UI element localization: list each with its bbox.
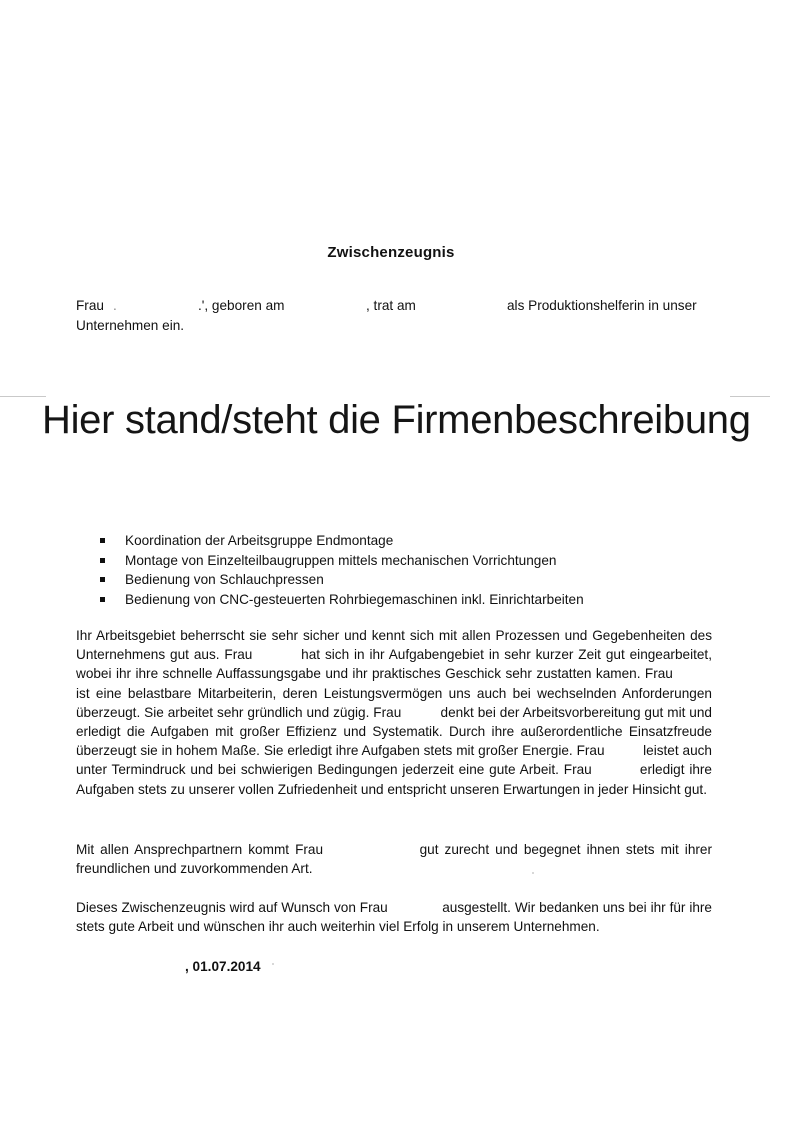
performance-paragraph: Ihr Arbeitsgebiet beherrscht sie sehr sicher und kennt sich mit allen Prozessen und Gegebenheiten des Unternehmens gut aus. Frau hat sich in ihr Aufgabengebiet in sehr kurzer Zeit gut eingearbeitet, wobei ihr ihre schnelle Auffassungsgabe und ihr praktisches Geschick sehr zustatten kamen. Frau ist eine belastbare Mitarbeiterin, deren Leistungsvermögen uns auch bei wechselnden Anforderungen überzeugt. Sie arbeitet sehr gründlich und zügig. Frau denkt bei der Arbeitsvorbereitung gut mit und erledigt die Aufgaben mit großer Effizienz und Systematik. Durch ihre außerordentliche Einsatzfreude überzeugt sie in hohem Maße. Sie erledigt ihre Aufgaben stets mit großer Energie. Frau leistet auch unter Termindruck und bei schwierigen Bedingungen jederzeit eine gute Arbeit. Frau erledigt ihre Aufgaben stets zu unserer vollen Zufriedenheit und entspricht unseren Erwartungen in jeder Hinsicht gut. xyxy=(76,628,712,797)
scan-speck xyxy=(532,872,534,874)
document-title: Zwischenzeugnis xyxy=(327,244,455,261)
intro-joined: , trat am xyxy=(366,298,416,313)
task-item: Bedienung von Schlauchpressen xyxy=(100,570,584,590)
scan-speck xyxy=(272,963,274,965)
company-description-placeholder: Hier stand/steht die Firmenbeschreibung xyxy=(42,398,751,442)
closing-paragraph: Dieses Zwischenzeugnis wird auf Wunsch von Frau ausgestellt. Wir bedanken uns bei ihr für ihre stets gute Arbeit und wünschen ihr auch weiterhin viel Erfolg in unserem Unternehmen. xyxy=(76,900,712,935)
intro-role: als Produktionshelferin in unser xyxy=(507,298,697,313)
intro-line-2: Unternehmen ein. xyxy=(76,318,185,333)
scan-rule-left xyxy=(0,396,46,397)
date-line: , 01.07.2014 xyxy=(185,959,261,974)
behavior-paragraph: Mit allen Ansprechpartnern kommt Frau gut zurecht und begegnet ihnen stets mit ihrer freundlichen und zuvorkommenden Art. xyxy=(76,842,712,877)
task-item: Montage von Einzelteilbaugruppen mittels mechanischen Vorrichtungen xyxy=(100,551,584,571)
intro-born: .', geboren am xyxy=(198,298,285,313)
intro-frau: Frau xyxy=(76,298,104,313)
task-item: Koordination der Arbeitsgruppe Endmontage xyxy=(100,531,584,551)
intro-line-1 xyxy=(76,298,712,318)
task-item: Bedienung von CNC-gesteuerten Rohrbiegemaschinen inkl. Einrichtarbeiten xyxy=(100,590,584,610)
task-list xyxy=(100,531,584,609)
intro-comma-mark: . xyxy=(113,298,117,313)
